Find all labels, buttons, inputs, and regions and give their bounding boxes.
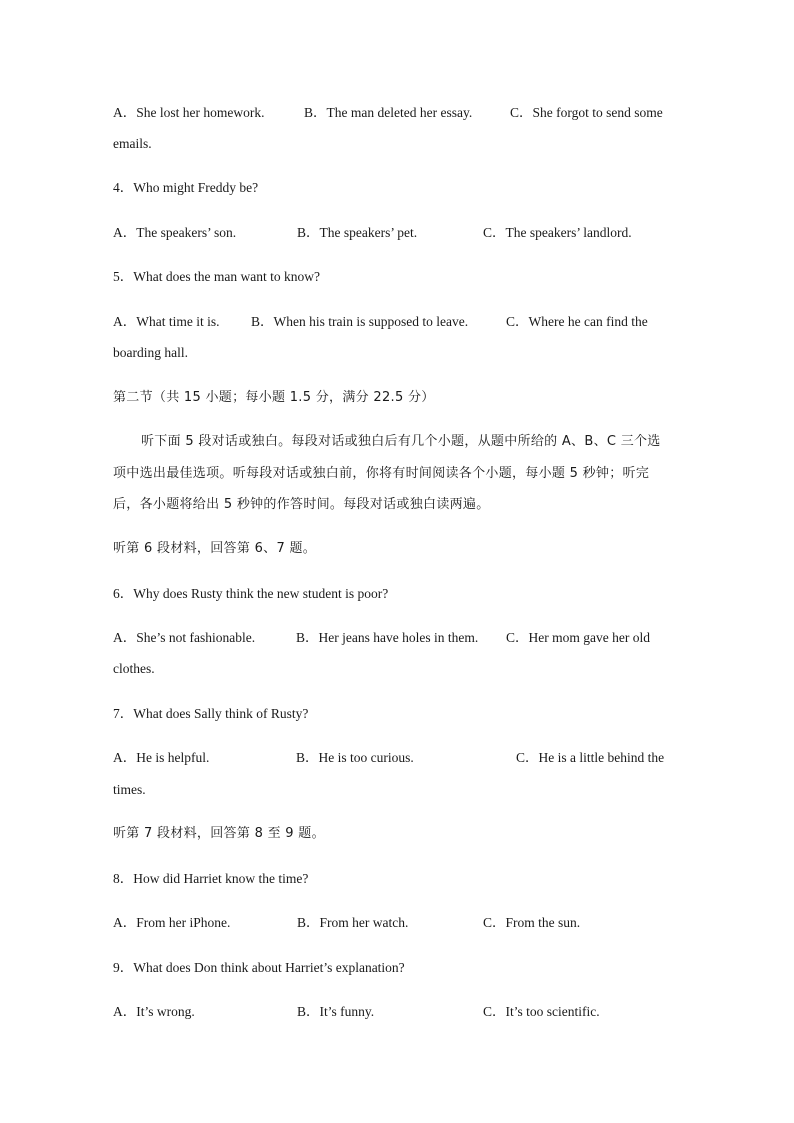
section2-instructions-line3: 后，各小题将给出 5 秒钟的作答时间。每段对话或独白读两遍。 — [113, 497, 490, 512]
q6-option-b: B．Her jeans have holes in them. — [296, 630, 479, 645]
q8-option-c: C．From the sun. — [483, 915, 581, 930]
material7-label: 听第 7 段材料，回答第 8 至 9 题。 — [113, 826, 325, 841]
q4-question: 4．Who might Freddy be? — [113, 180, 259, 195]
q5-question: 5．What does the man want to know? — [113, 269, 320, 284]
q3-option-c-continuation: emails. — [113, 136, 152, 151]
q5-option-b: B．When his train is supposed to leave. — [251, 314, 469, 329]
q5-option-a: A．What time it is. — [113, 314, 220, 329]
section2-heading: 第二节（共 15 小题；每小题 1.5 分，满分 22.5 分） — [113, 390, 435, 405]
q8-option-a: A．From her iPhone. — [113, 915, 231, 930]
q6-option-c-continuation: clothes. — [113, 661, 155, 676]
q3-option-c: C．She forgot to send some — [510, 105, 663, 120]
q9-option-a: A．It’s wrong. — [113, 1004, 195, 1019]
q7-option-a: A．He is helpful. — [113, 750, 210, 765]
q7-question: 7．What does Sally think of Rusty? — [113, 706, 309, 721]
q3-option-a: A．She lost her homework. — [113, 105, 265, 120]
q7-option-c: C．He is a little behind the — [516, 750, 665, 765]
q3-option-b: B．The man deleted her essay. — [304, 105, 473, 120]
q9-option-c: C．It’s too scientific. — [483, 1004, 600, 1019]
q4-option-c: C．The speakers’ landlord. — [483, 225, 632, 240]
q4-option-a: A．The speakers’ son. — [113, 225, 237, 240]
q7-option-c-continuation: times. — [113, 782, 146, 797]
q9-question: 9．What does Don think about Harriet’s explanation? — [113, 960, 405, 975]
material6-label: 听第 6 段材料，回答第 6、7 题。 — [113, 541, 317, 556]
section2-instructions-line1: 听下面 5 段对话或独白。每段对话或独白后有几个小题，从题中所给的 A、B、C 三个选 — [141, 434, 661, 449]
q6-option-a: A．She’s not fashionable. — [113, 630, 256, 645]
q8-option-b: B．From her watch. — [297, 915, 409, 930]
q9-option-b: B．It’s funny. — [297, 1004, 375, 1019]
q5-option-c-continuation: boarding hall. — [113, 345, 188, 360]
q5-option-c: C．Where he can find the — [506, 314, 648, 329]
section2-instructions-line2: 项中选出最佳选项。听每段对话或独白前，你将有时间阅读各个小题，每小题 5 秒钟；听完 — [113, 466, 650, 481]
q6-question: 6．Why does Rusty think the new student is poor? — [113, 586, 389, 601]
q7-option-b: B．He is too curious. — [296, 750, 414, 765]
q8-question: 8．How did Harriet know the time? — [113, 871, 309, 886]
q4-option-b: B．The speakers’ pet. — [297, 225, 418, 240]
q6-option-c: C．Her mom gave her old — [506, 630, 650, 645]
